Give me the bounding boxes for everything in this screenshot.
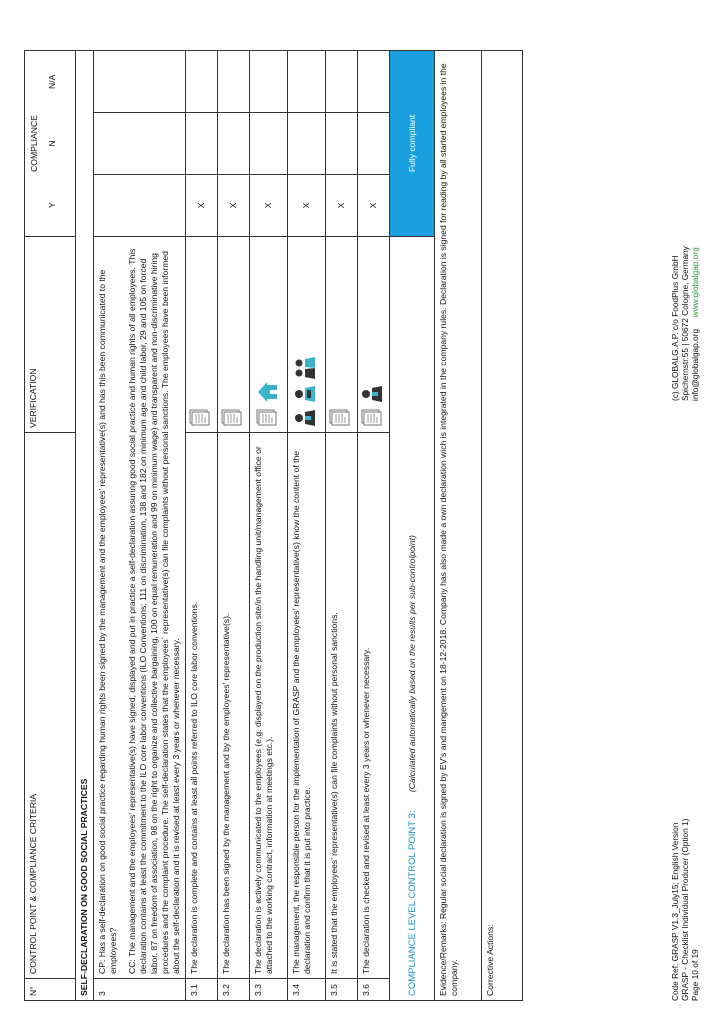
compliance-na-cell[interactable] — [326, 50, 358, 112]
verification-icons — [288, 237, 326, 433]
corrective-actions-row — [482, 50, 523, 1000]
worker-icon — [294, 384, 319, 404]
compliance-y-mark[interactable]: X — [186, 175, 218, 237]
sub-point-number: 3.4 — [288, 979, 326, 1001]
sub-point-row — [288, 50, 326, 1000]
compliance-n-cell[interactable] — [218, 113, 250, 175]
manager-icon — [294, 408, 319, 428]
document-icon — [361, 408, 386, 428]
verification-icons — [186, 237, 218, 433]
sub-point-text: The declaration has been signed by the management and by the employees’ representative(s). — [218, 433, 250, 979]
header-verification: VERIFICATION — [25, 237, 76, 433]
control-point-number: 3 — [94, 979, 186, 1001]
compliance-n-cell[interactable] — [358, 113, 390, 175]
sub-point-text: The declaration is actively communicated to the employees (e.g. displayed on the production site/in the handling unit/management office or attached to the working contract, information at meetings etc.). — [250, 433, 288, 979]
footer-page: Page 10 of 19 — [690, 949, 700, 1001]
checklist-document — [24, 51, 523, 1001]
verification-icons — [218, 237, 250, 433]
compliance-y-mark[interactable]: X — [218, 175, 250, 237]
sub-point-row — [326, 50, 358, 1000]
header-control-point: CONTROL POINT & COMPLIANCE CRITERIA — [25, 433, 76, 979]
checklist-table — [24, 50, 523, 1001]
footer-email[interactable]: info@globalgap.org — [690, 328, 700, 401]
sub-point-number: 3.6 — [358, 979, 390, 1001]
compliance-n-cell[interactable] — [186, 113, 218, 175]
sub-point-text: It is stated that the employees’ representative(s) can file complaints without personal sanctions. — [326, 433, 358, 979]
document-icon — [189, 408, 214, 428]
control-point-text — [94, 237, 186, 979]
sub-point-text: The declaration is complete and contains at least all points referred to ILO core labor conventions. — [186, 433, 218, 979]
sub-point-number: 3.2 — [218, 979, 250, 1001]
compliance-na-cell[interactable] — [250, 50, 288, 112]
document-icon — [256, 408, 281, 428]
group-icon — [294, 356, 319, 380]
section-title: SELF-DECLARATION ON GOOD SOCIAL PRACTICES — [76, 50, 94, 1000]
cp-question: CP: Has a self-declaration on good social practice regarding human rights been signed by the management and the employees’ representative(s) and has this been communicated to the employees? — [97, 269, 118, 974]
document-icon — [221, 408, 246, 428]
verification-icons — [358, 237, 390, 433]
table-header-row — [25, 50, 76, 1000]
control-point-row — [94, 50, 186, 1000]
evidence-row — [435, 50, 482, 1000]
compliance-na-cell[interactable] — [186, 50, 218, 112]
sub-point-text: The management, the responsible person for the implementation of GRASP and the employees’ representative(s) know the content of the declaration and confirm that it is put into practice. — [288, 433, 326, 979]
corrective-actions-label: Corrective Actions: — [482, 50, 523, 1000]
sub-point-row — [186, 50, 218, 1000]
compliance-y-mark[interactable]: X — [250, 175, 288, 237]
compliance-level-row — [390, 50, 435, 1000]
compliance-na-cell[interactable] — [218, 50, 250, 112]
sub-point-text: The declaration is checked and revised at least every 3 years or whenever necessary. — [358, 433, 390, 979]
compliance-level-note: (Calculated automatically based on the results per sub-controlpoint) — [406, 535, 417, 793]
manager-icon — [361, 384, 386, 404]
compliance-no: N — [47, 140, 57, 147]
compliance-title: COMPLIANCE — [29, 115, 39, 172]
compliance-na-cell[interactable] — [358, 50, 390, 112]
sub-point-number: 3.5 — [326, 979, 358, 1001]
cc-criteria: CC: The management and the employees’ representative(s) have signed, displayed and put in practice a self-declaration assuring good social practice and human rights of all employees. This declaration contains at least the commitment to the ILO core labor conventions (ILO Conventions: 111 on discrimination, 138 and 182 on minimum age and child labor, 29 and 105 on forced labor, 87 on freedom of association, 98 on the right to organize and collective bargaining, 100 on equal remuneration and 99 on minimum wage) and transparent and non-discriminative hiring procedures and the complaint procedure. The self-declaration states that the employees´ representative(s) can file complaints without personal sanctions. The employees have been informed about the self-declaration and it is revised at least every 3 years or whenever necessary. — [127, 248, 181, 974]
evidence-text: Evidence/Remarks: Regular social declaration is signed by EV's and mangement on 18-12-2018. Company has also made a own declaration wich is integrated in the company rules. Declaration is signed for reading by all started employees in the company. — [435, 50, 482, 1000]
footer-checklist: GRASP - Checklist Individual Producer (Option 1) — [680, 818, 690, 1001]
footer-web[interactable]: www.globalgap.org — [690, 247, 700, 318]
verification-icons — [326, 237, 358, 433]
sub-point-number: 3.3 — [250, 979, 288, 1001]
house-icon — [256, 380, 281, 404]
document-icon — [329, 408, 354, 428]
footer-address: Spichernstr.55 | 50672 Cologne, Germany — [680, 246, 690, 401]
footer-copyright: (c) GLOBALG.A.P. c/o FoodPlus GmbH — [670, 255, 680, 401]
compliance-na-cell[interactable] — [288, 50, 326, 112]
section-row — [76, 50, 94, 1000]
compliance-n-cell[interactable] — [288, 113, 326, 175]
sub-point-row — [218, 50, 250, 1000]
compliance-yes: Y — [47, 202, 57, 209]
compliance-y-mark[interactable]: X — [288, 175, 326, 237]
header-number: N° — [25, 979, 76, 1001]
header-compliance — [25, 50, 76, 236]
sub-point-number: 3.1 — [186, 979, 218, 1001]
compliance-n-cell[interactable] — [250, 113, 288, 175]
footer-code-ref: Code Ref: GRASP V1.3_July15; English Version — [670, 822, 680, 1001]
compliance-level-label: COMPLIANCE LEVEL CONTROL POINT 3: — [406, 810, 418, 996]
verification-icons — [250, 237, 288, 433]
compliance-na: N/A — [47, 74, 57, 89]
compliance-y-mark[interactable]: X — [358, 175, 390, 237]
compliance-y-mark[interactable]: X — [326, 175, 358, 237]
sub-point-row — [358, 50, 390, 1000]
compliance-n-cell[interactable] — [326, 113, 358, 175]
sub-point-row — [250, 50, 288, 1000]
compliance-result: Fully compliant — [390, 50, 435, 236]
